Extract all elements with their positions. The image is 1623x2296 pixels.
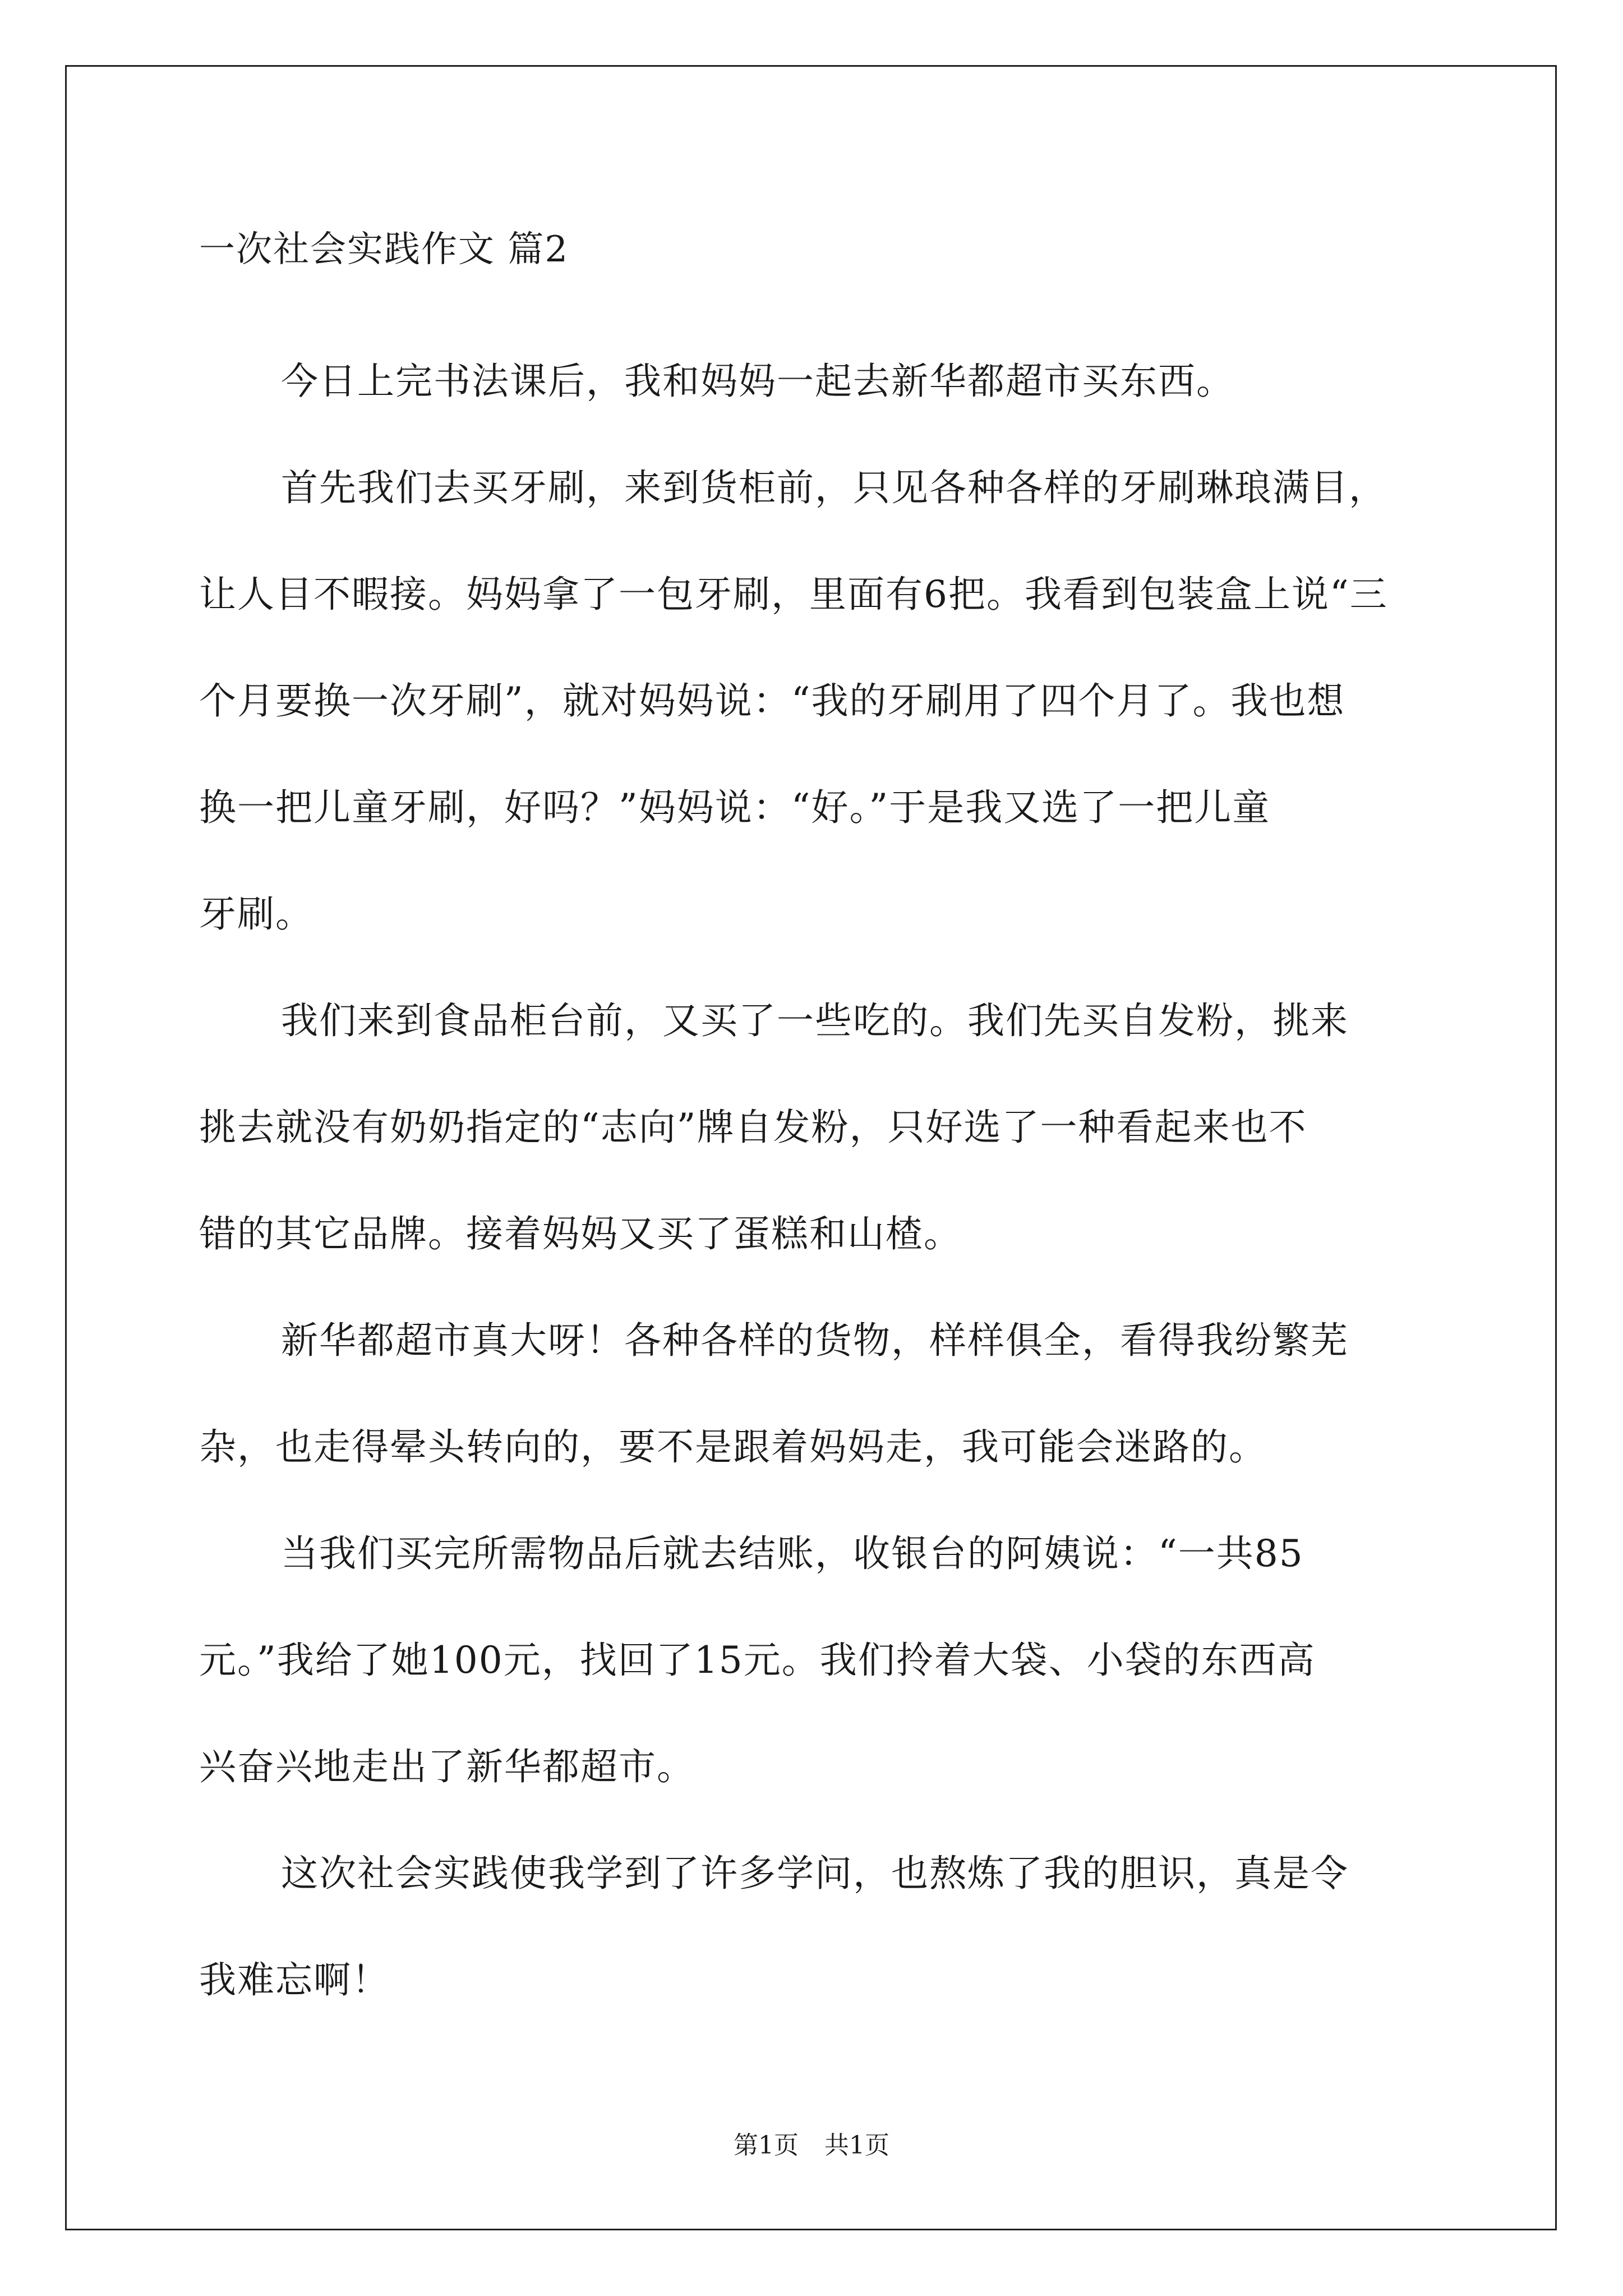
text-line: 个月要换一次牙刷”，就对妈妈说：“我的牙刷用了四个月了。我也想 xyxy=(199,679,1345,723)
paragraph-4 xyxy=(199,1287,1433,1501)
text-line: 错的其它品牌。接着妈妈又买了蛋糕和山楂。 xyxy=(199,1212,962,1255)
text-line: 牙刷。 xyxy=(199,892,313,936)
text-line: 当我们买完所需物品后就去结账，收银台的阿姨说：“一共85 xyxy=(281,1532,1304,1575)
text-line: 元。”我给了她100元，找回了15元。我们拎着大袋、小袋的东西高 xyxy=(199,1639,1316,1682)
paragraph-1 xyxy=(199,328,1433,435)
text-line: 我们来到食品柜台前，又买了一些吃的。我们先买自发粉，挑来 xyxy=(281,999,1349,1042)
paragraph-2 xyxy=(199,435,1433,968)
text-line: 杂，也走得晕头转向的，要不是跟着妈妈走，我可能会迷路的。 xyxy=(199,1425,1267,1469)
text-line: 新华都超市真大呀！各种各样的货物，样样俱全，看得我纷繁芜 xyxy=(281,1319,1349,1362)
paragraph-3 xyxy=(199,968,1433,1287)
text-line: 这次社会实践使我学到了许多学问，也熬炼了我的胆识，真是令 xyxy=(281,1852,1349,1895)
text-line: 换一把儿童牙刷，好吗？”妈妈说：“好。”于是我又选了一把儿童 xyxy=(199,786,1271,829)
text-line: 我难忘啊！ xyxy=(199,1958,390,2001)
page-number: 第1页 xyxy=(734,2131,799,2160)
text-line: 挑去就没有奶奶指定的“志向”牌自发粉，只好选了一种看起来也不 xyxy=(199,1106,1307,1149)
text-line: 首先我们去买牙刷，来到货柜前，只见各种各样的牙刷琳琅满目， xyxy=(281,466,1387,509)
document-body xyxy=(199,222,1433,2033)
paragraph-6 xyxy=(199,1820,1433,2033)
essay-title: 一次社会实践作文 篇2 xyxy=(199,229,569,270)
paragraph-5 xyxy=(199,1501,1433,1820)
text-line: 今日上完书法课后，我和妈妈一起去新华都超市买东西。 xyxy=(281,360,1234,403)
text-line: 让人目不暇接。妈妈拿了一包牙刷，里面有6把。我看到包装盒上说“三 xyxy=(199,573,1388,616)
text-line: 兴奋兴地走出了新华都超市。 xyxy=(199,1745,695,1788)
page-footer xyxy=(0,2129,1623,2162)
page-total: 共1页 xyxy=(824,2131,889,2160)
